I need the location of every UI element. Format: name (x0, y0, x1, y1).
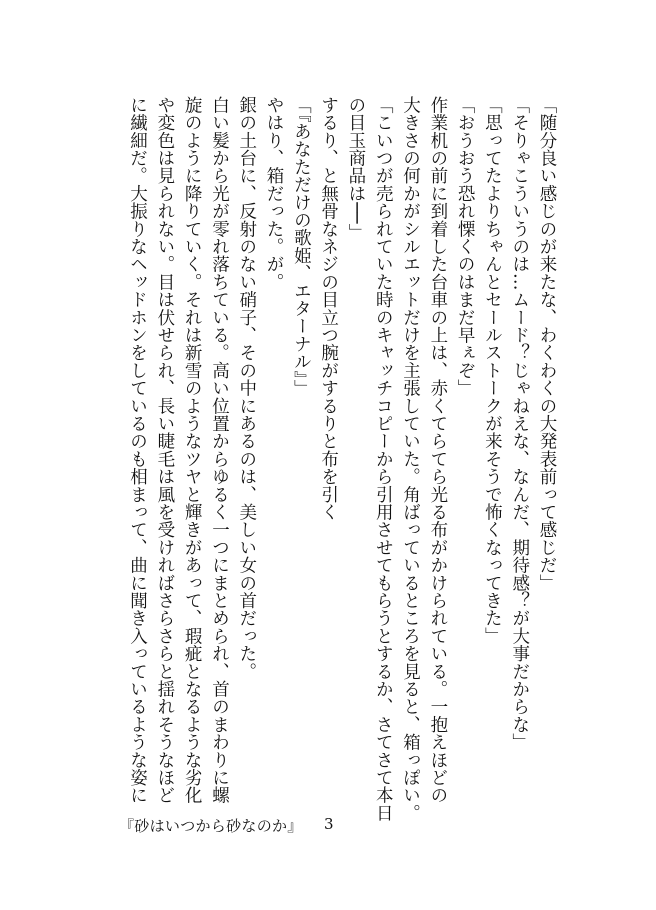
text-line: 「そりゃこういうのは…ムード？じゃねえな、なんだ、期待感？が大事だからな」 (509, 96, 530, 751)
text-line: の目玉商品は──」 (345, 96, 366, 242)
text-line: 「思ってたよりちゃんとセールストークが来そうで怖くなってきた」 (482, 96, 503, 645)
text-line: や変色は見られない。目は伏せられ、長い睫毛は風を受ければさらさらと揺れそうなほど (154, 96, 175, 804)
text-line: 「こいつが売られていた時のキャッチコピーから引用させてもらうとするか、さてさて本日 (373, 96, 394, 822)
text-line: 銀の土台に、反射のない硝子、その中にあるのは、美しい女の首だった。 (236, 96, 257, 681)
body-text (123, 96, 560, 822)
footer-book-title: 『砂はいつから砂なのか』 (119, 817, 303, 835)
text-line: やはり、箱だった。が。 (264, 96, 285, 291)
text-line: 旋のように降りていく。それは新雪のようなツヤと輝きがあって、瑕疵となるような劣化 (182, 96, 203, 804)
text-line: するり、と無骨なネジの目立つ腕がするりと布を引く (318, 96, 339, 521)
text-line: 作業机の前に到着した台車の上は、赤くてらてら光る布がかけられている。一抱えほどの (427, 96, 448, 804)
text-line: 「随分良い感じのが来たな、わくわくの大発表前って感じだ」 (537, 96, 557, 592)
text-line: に繊細だ。大振りなヘッドホンをしているのも相まって、曲に聞き入っているような姿に (127, 96, 148, 804)
text-line: 白い髪から光が零れ落ちている。高い位置からゆるく一つにまとめられ、首のまわりに螺 (209, 96, 230, 804)
page-number: 3 (324, 815, 334, 833)
text-line: 「おうおう恐れ慄くのはまだ早ぇぞ」 (455, 96, 476, 397)
text-line: 「『あなただけの歌姫、エターナル』」 (291, 96, 312, 398)
text-line: 大きさの何かがシルエットだけを主張していた。角ばっているところを見ると、箱っぽい。 (400, 96, 421, 822)
